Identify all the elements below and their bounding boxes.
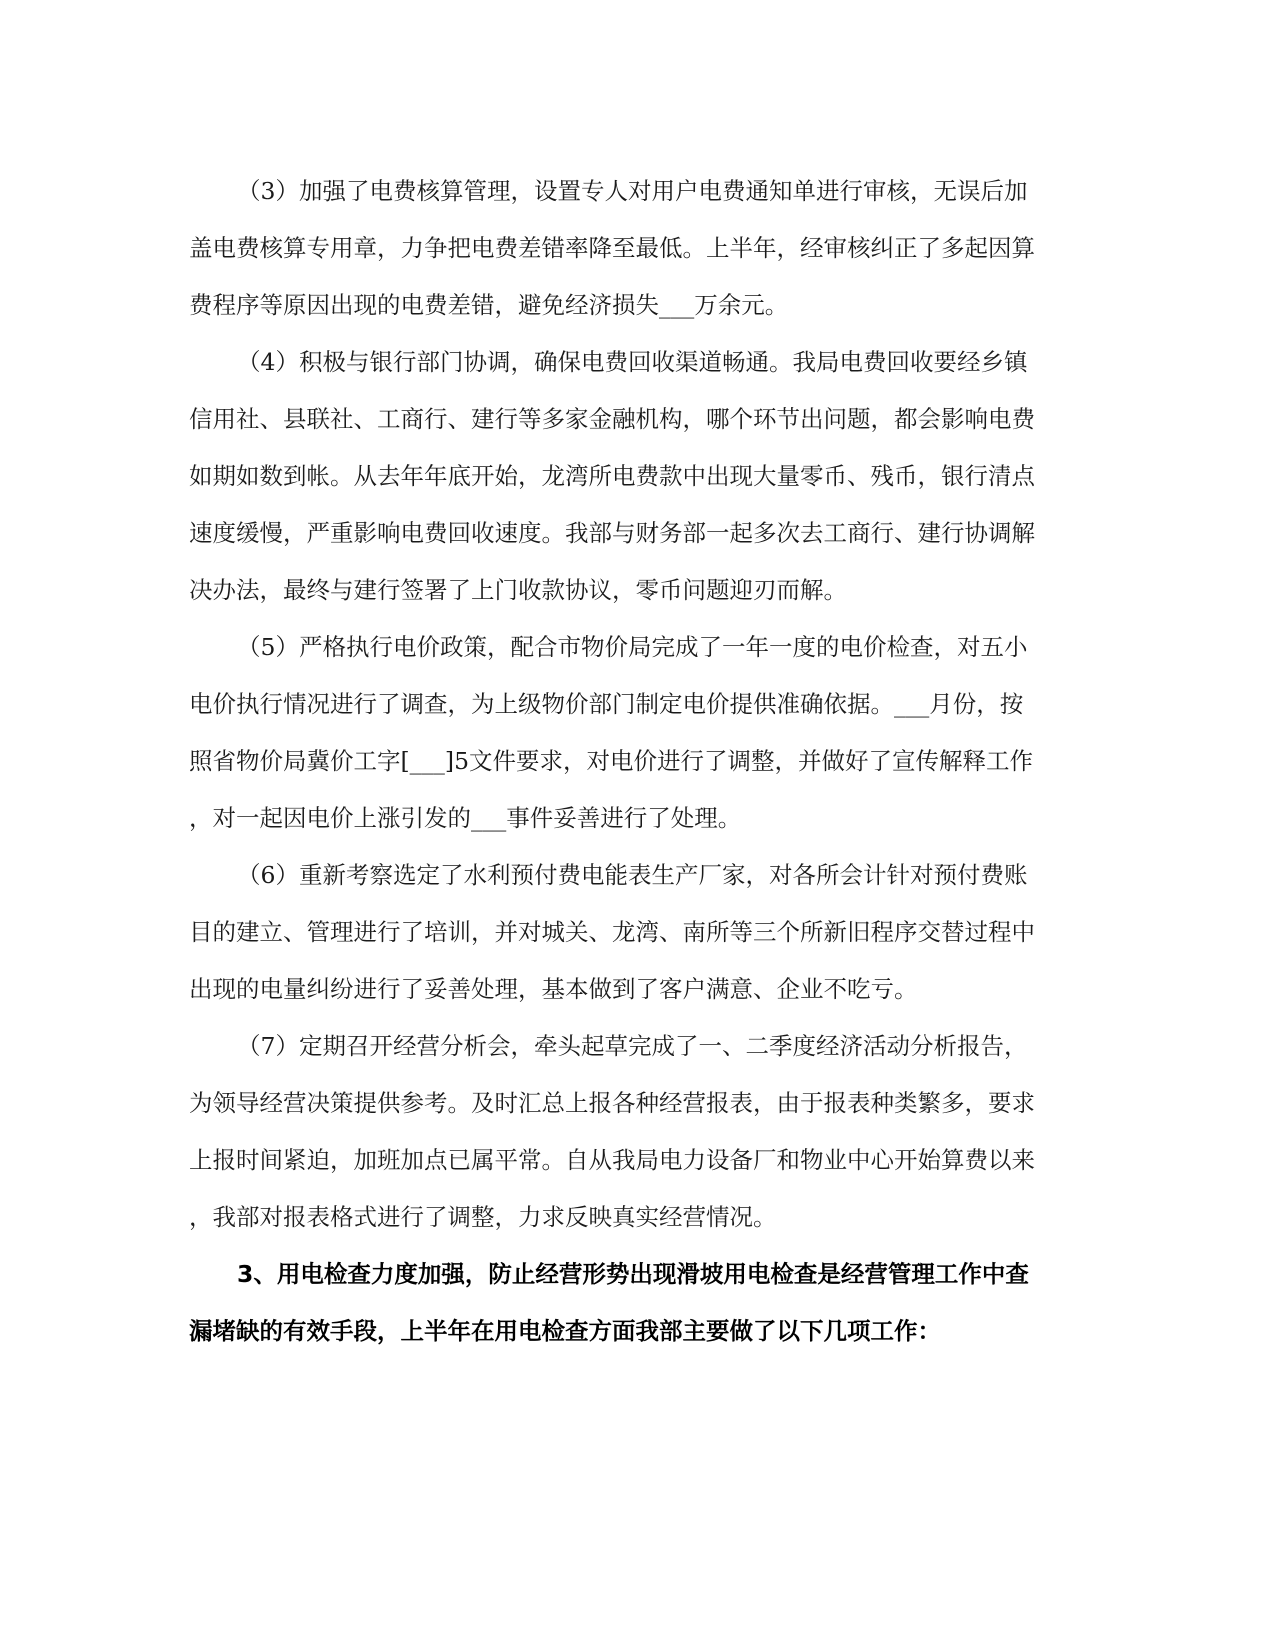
paragraph-7 — [189, 1018, 1085, 1246]
paragraph-6 — [189, 847, 1085, 1018]
paragraph-4 — [189, 334, 1085, 619]
section-heading-3 — [189, 1246, 1085, 1360]
paragraph-line: 出现的电量纠纷进行了妥善处理，基本做到了客户满意、企业不吃亏。 — [189, 975, 918, 1003]
paragraph-line: 上报时间紧迫，加班加点已属平常。自从我局电力设备厂和物业中心开始算费以来 — [189, 1146, 1035, 1174]
paragraph-line: 如期如数到帐。从去年年底开始，龙湾所电费款中出现大量零币、残币，银行清点 — [189, 462, 1035, 490]
paragraph-line: （4）积极与银行部门协调，确保电费回收渠道畅通。我局电费回收要经乡镇 — [237, 348, 1028, 376]
paragraph-line: （7）定期召开经营分析会，牵头起草完成了一、二季度经济活动分析报告， — [237, 1032, 1028, 1060]
paragraph-line: （6）重新考察选定了水利预付费电能表生产厂家，对各所会计针对预付费账 — [237, 861, 1028, 889]
paragraph-line: 决办法，最终与建行签署了上门收款协议，零币问题迎刃而解。 — [189, 576, 847, 604]
paragraph-line: （5）严格执行电价政策，配合市物价局完成了一年一度的电价检查，对五小 — [237, 633, 1028, 661]
paragraph-line: 为领导经营决策提供参考。及时汇总上报各种经营报表，由于报表种类繁多，要求 — [189, 1089, 1035, 1117]
document-body — [189, 163, 1085, 1360]
paragraph-line: ，对一起因电价上涨引发的___事件妥善进行了处理。 — [189, 804, 742, 832]
paragraph-line: 盖电费核算专用章，力争把电费差错率降至最低。上半年，经审核纠正了多起因算 — [189, 234, 1035, 262]
paragraph-line: 照省物价局冀价工字[___]5文件要求，对电价进行了调整，并做好了宣传解释工作 — [189, 747, 1034, 775]
section-heading-line: 3、用电检查力度加强，防止经营形势出现滑坡用电检查是经营管理工作中查 — [237, 1260, 1029, 1288]
section-heading-line: 漏堵缺的有效手段，上半年在用电检查方面我部主要做了以下几项工作： — [189, 1317, 941, 1345]
paragraph-line: 信用社、县联社、工商行、建行等多家金融机构，哪个环节出问题，都会影响电费 — [189, 405, 1035, 433]
paragraph-5 — [189, 619, 1085, 847]
paragraph-line: 电价执行情况进行了调查，为上级物价部门制定电价提供准确依据。___月份，按 — [189, 690, 1024, 718]
paragraph-line: ，我部对报表格式进行了调整，力求反映真实经营情况。 — [189, 1203, 777, 1231]
paragraph-line: 目的建立、管理进行了培训，并对城关、龙湾、南所等三个所新旧程序交替过程中 — [189, 918, 1035, 946]
paragraph-3 — [189, 163, 1085, 334]
paragraph-line: 费程序等原因出现的电费差错，避免经济损失___万余元。 — [189, 291, 789, 319]
paragraph-line: 速度缓慢，严重影响电费回收速度。我部与财务部一起多次去工商行、建行协调解 — [189, 519, 1035, 547]
paragraph-line: （3）加强了电费核算管理，设置专人对用户电费通知单进行审核，无误后加 — [237, 177, 1028, 205]
